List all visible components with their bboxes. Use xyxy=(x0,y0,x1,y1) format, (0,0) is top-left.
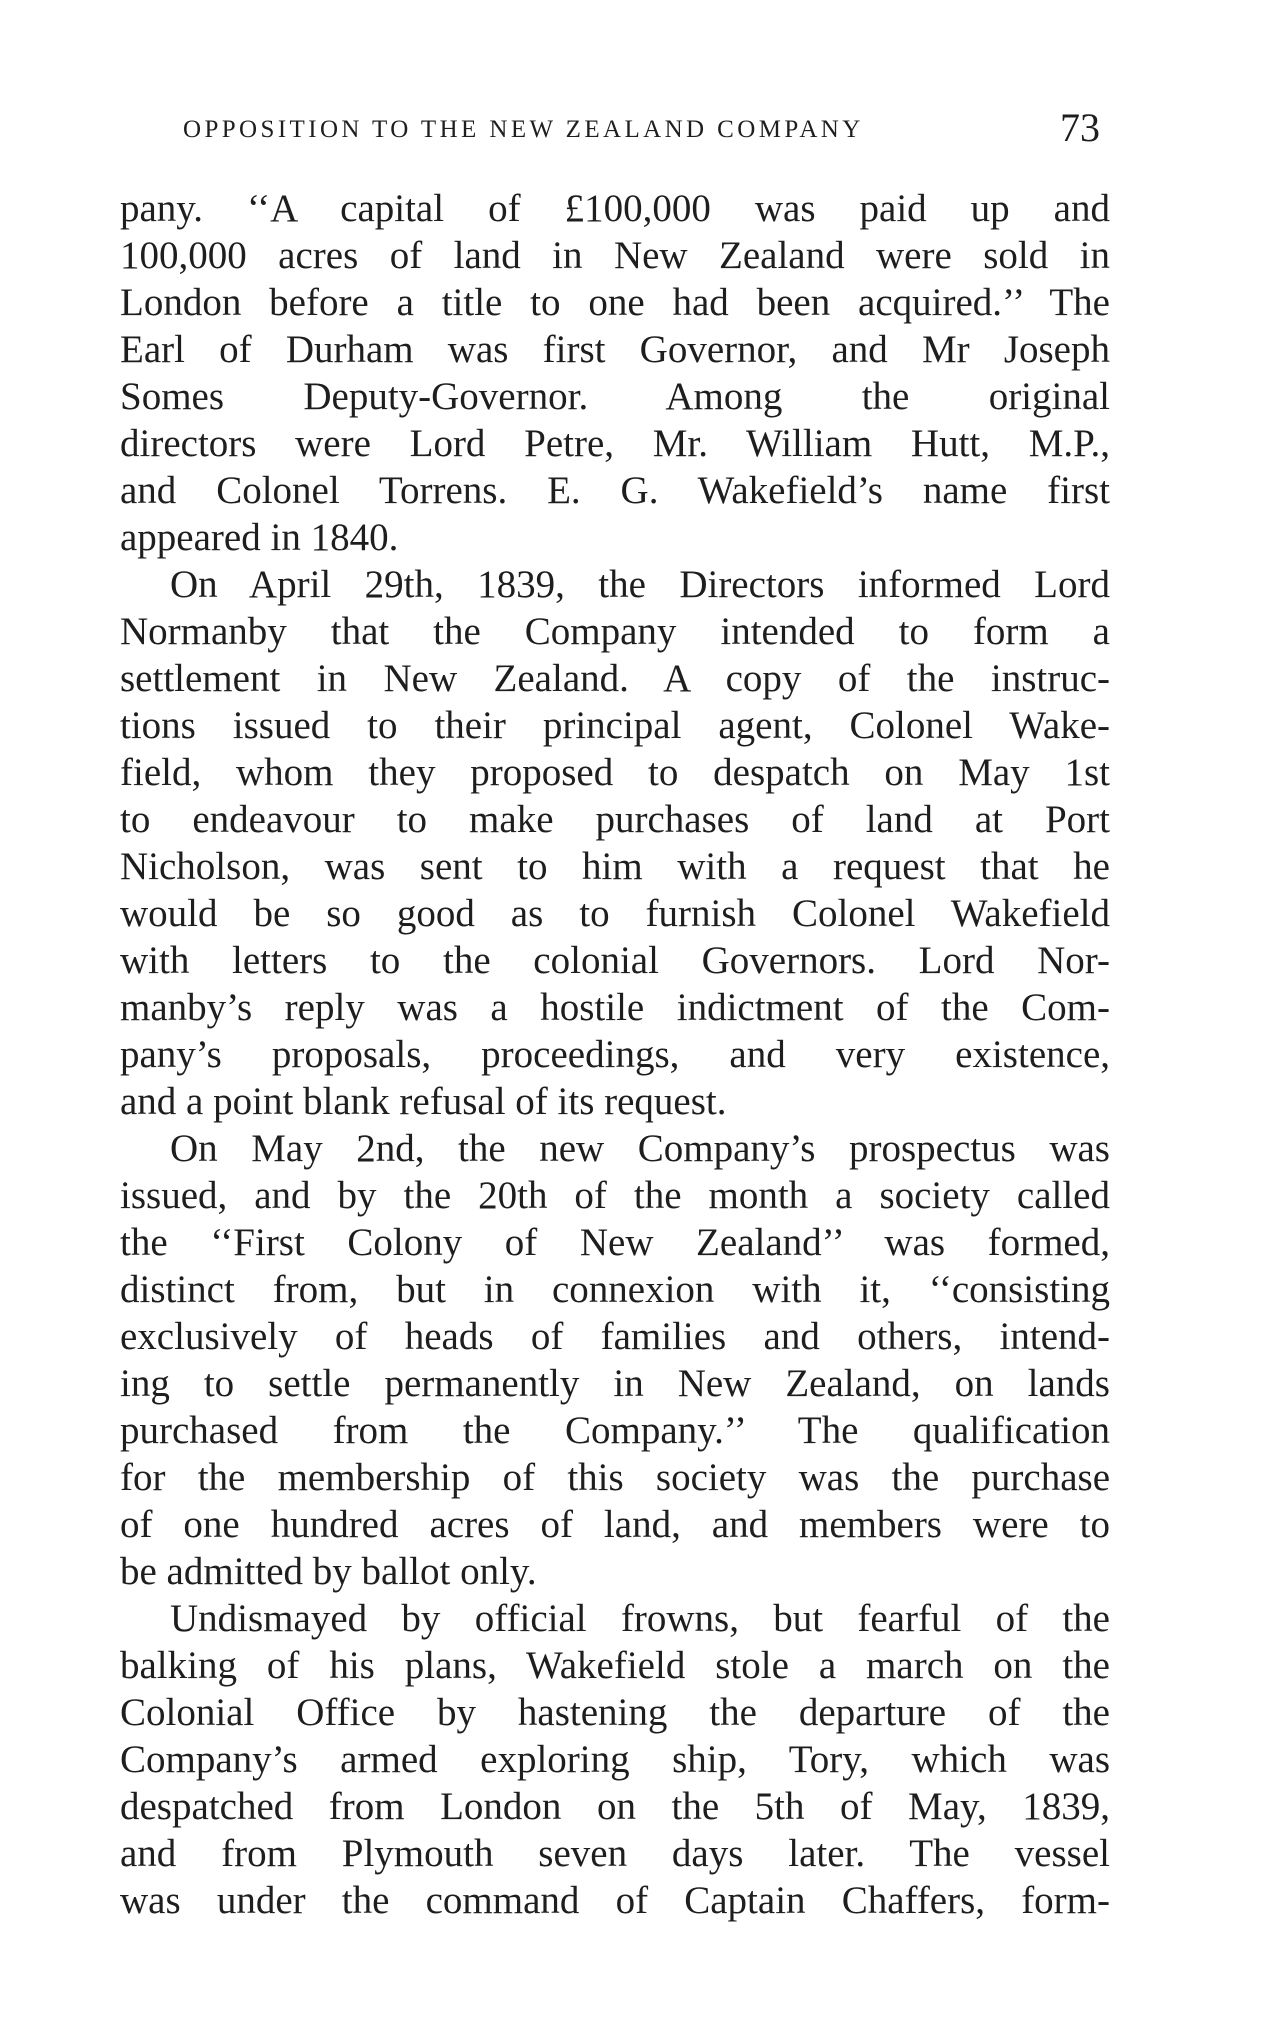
text-line: field, whom they proposed to despatch on May 1st xyxy=(120,751,1110,794)
text-line: issued, and by the 20th of the month a society called xyxy=(120,1174,1110,1217)
text-line: be admitted by ballot only. xyxy=(120,1550,537,1593)
text-line: Company’s armed exploring ship, Tory, which was xyxy=(120,1738,1110,1781)
text-line: and a point blank refusal of its request. xyxy=(120,1080,727,1123)
text-line: despatched from London on the 5th of May, 1839, xyxy=(120,1785,1110,1828)
paragraph xyxy=(120,1125,1110,1595)
text-line: to endeavour to make purchases of land at Port xyxy=(120,798,1110,841)
text-line: 100,000 acres of land in New Zealand were sold in xyxy=(120,234,1110,277)
text-line: would be so good as to furnish Colonel Wakefield xyxy=(120,892,1110,935)
text-line: Normanby that the Company intended to form a xyxy=(120,610,1110,653)
text-line: pany’s proposals, proceedings, and very existence, xyxy=(120,1033,1110,1076)
paragraph xyxy=(120,1595,1110,1924)
page-number: 73 xyxy=(1060,105,1100,150)
text-line: On April 29th, 1839, the Directors informed Lord xyxy=(170,563,1110,606)
text-line: Earl of Durham was first Governor, and Mr Joseph xyxy=(120,328,1110,371)
running-head: OPPOSITION TO THE NEW ZEALAND COMPANY xyxy=(183,116,864,143)
text-line: ing to settle permanently in New Zealand, on lands xyxy=(120,1362,1110,1405)
page-header xyxy=(183,104,1100,154)
text-line: tions issued to their principal agent, Colonel Wake- xyxy=(120,704,1110,747)
paragraph xyxy=(120,561,1110,1125)
text-line: distinct from, but in connexion with it, ‘‘consisting xyxy=(120,1268,1110,1311)
text-line: manby’s reply was a hostile indictment of the Com- xyxy=(120,986,1110,1029)
text-line: was under the command of Captain Chaffers, form- xyxy=(120,1879,1110,1922)
paragraph xyxy=(120,185,1110,561)
page-body xyxy=(120,185,1110,1924)
text-line: Nicholson, was sent to him with a request that he xyxy=(120,845,1110,888)
text-line: directors were Lord Petre, Mr. William Hutt, M.P., xyxy=(120,422,1110,465)
text-line: pany. ‘‘A capital of £100,000 was paid up and xyxy=(120,187,1110,230)
text-line: Somes Deputy-Governor. Among the original xyxy=(120,375,1110,418)
text-line: settlement in New Zealand. A copy of the instruc- xyxy=(120,657,1110,700)
text-line: appeared in 1840. xyxy=(120,516,399,559)
text-line: On May 2nd, the new Company’s prospectus was xyxy=(170,1127,1110,1170)
text-line: the ‘‘First Colony of New Zealand’’ was formed, xyxy=(120,1221,1110,1264)
text-line: and from Plymouth seven days later. The vessel xyxy=(120,1832,1110,1875)
text-line: and Colonel Torrens. E. G. Wakefield’s name first xyxy=(120,469,1110,512)
text-line: purchased from the Company.’’ The qualification xyxy=(120,1409,1110,1452)
text-line: with letters to the colonial Governors. Lord Nor- xyxy=(120,939,1110,982)
text-line: exclusively of heads of families and others, intend- xyxy=(120,1315,1110,1358)
text-line: for the membership of this society was the purchase xyxy=(120,1456,1110,1499)
text-line: Colonial Office by hastening the departure of the xyxy=(120,1691,1110,1734)
text-line: London before a title to one had been acquired.’’ The xyxy=(120,281,1110,324)
text-line: balking of his plans, Wakefield stole a march on the xyxy=(120,1644,1110,1687)
text-line: of one hundred acres of land, and members were to xyxy=(120,1503,1110,1546)
text-line: Undismayed by official frowns, but fearful of the xyxy=(170,1597,1110,1640)
